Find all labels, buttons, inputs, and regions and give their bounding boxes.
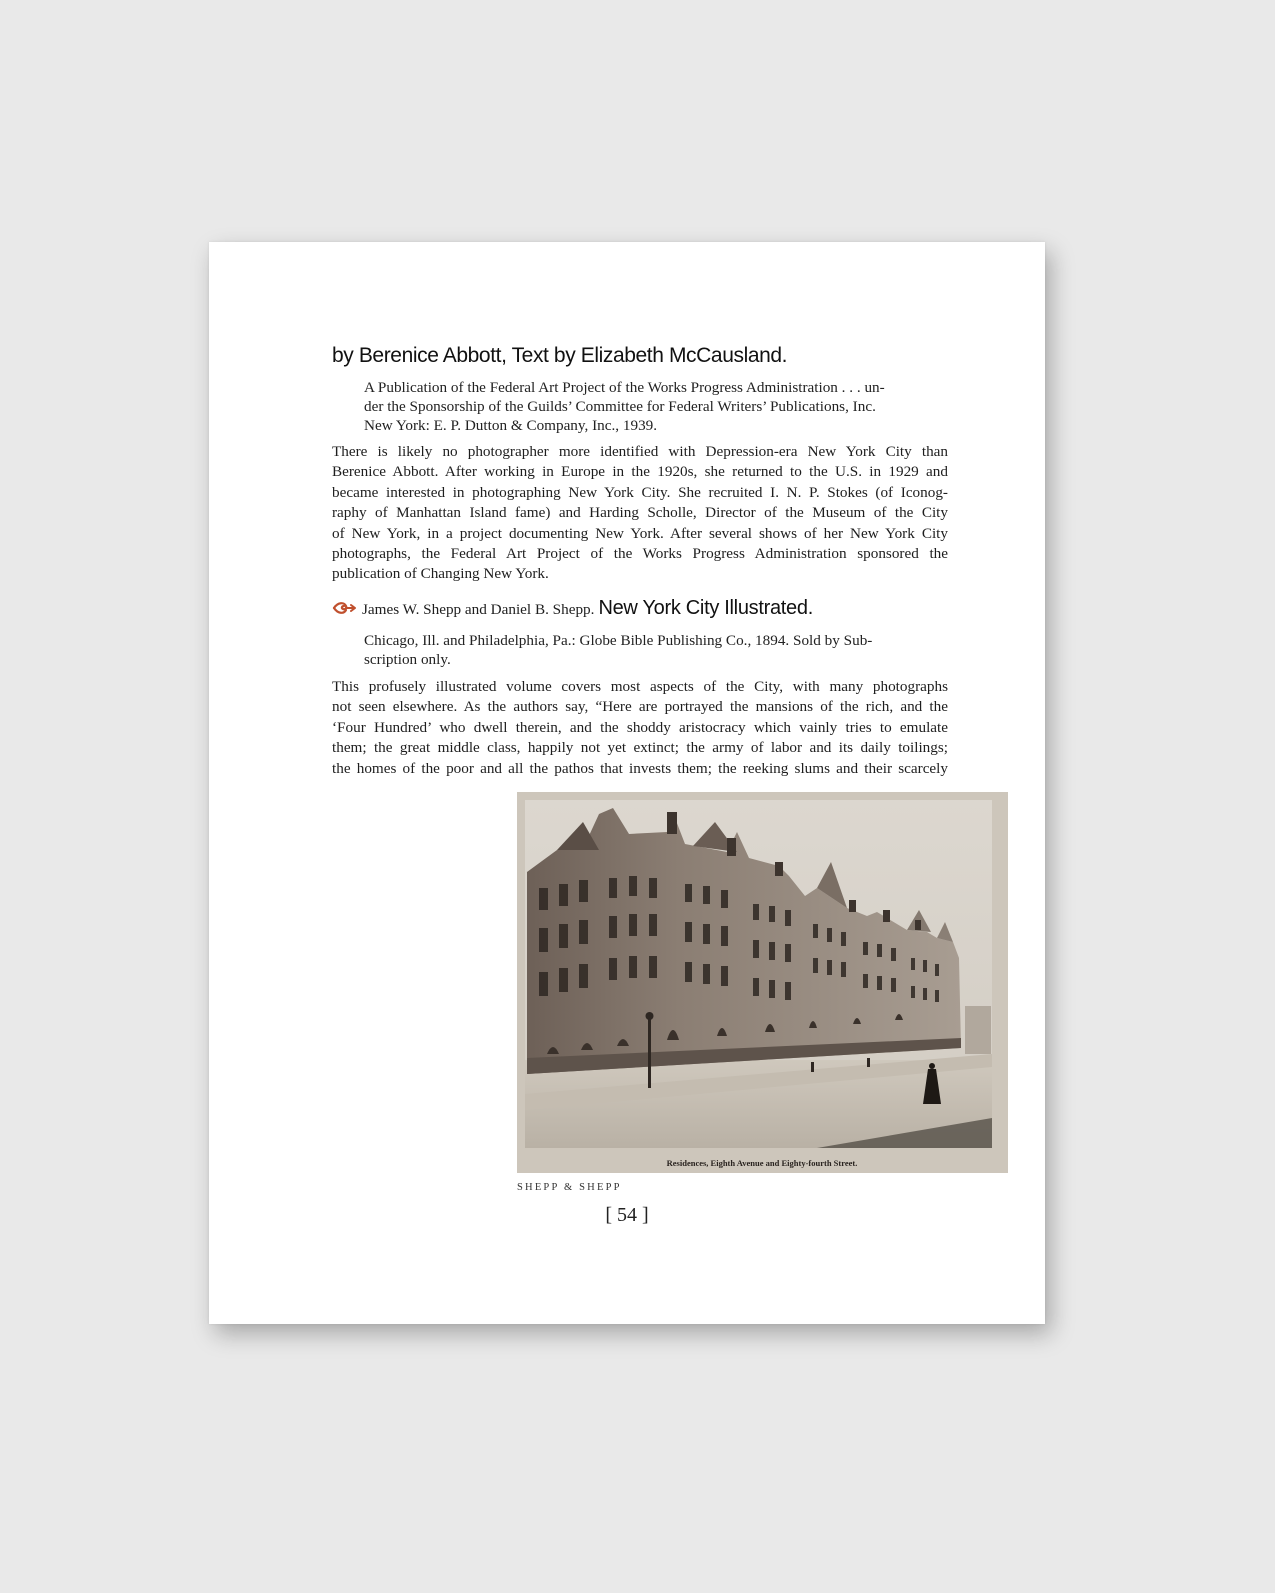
entry-title: New York City Illustrated. bbox=[598, 597, 813, 619]
entry-imprint bbox=[364, 378, 948, 435]
figure-credit: SHEPP & SHEPP bbox=[517, 1182, 622, 1193]
page-number: [ 54 ] bbox=[605, 1204, 649, 1226]
entry-title: by Berenice Abbott, Text by Elizabeth McCausland. bbox=[332, 344, 788, 367]
entry-imprint bbox=[364, 631, 948, 669]
body-line: became interested in photographing New York City. She recruited I. N. P. Stokes (of Iconog- bbox=[332, 483, 948, 501]
imprint-line: Chicago, Ill. and Philadelphia, Pa.: Globe Bible Publishing Co., 1894. Sold by Sub- bbox=[364, 632, 873, 649]
entry-description bbox=[332, 442, 948, 585]
imprint-line: A Publication of the Federal Art Project of the Works Progress Administration . . . un- bbox=[364, 379, 885, 396]
body-line: the homes of the poor and all the pathos that invests them; the reeking slums and their scarcely bbox=[332, 759, 948, 777]
body-line: ‘Four Hundred’ who dwell therein, and the shoddy aristocracy which vainly tries to emulate bbox=[332, 718, 948, 736]
body-line: them; the great middle class, happily not yet extinct; the army of labor and its daily toilings; bbox=[332, 739, 948, 757]
body-line: raphy of Manhattan Island fame) and Harding Scholle, Director of the Museum of the City bbox=[332, 504, 948, 522]
photo-caption: Residences, Eighth Avenue and Eighty-fourth Street. bbox=[666, 1158, 858, 1168]
entry-heading bbox=[332, 597, 948, 620]
body-line: There is likely no photographer more identified with Depression-era New York City than bbox=[332, 443, 948, 460]
body-line: Berenice Abbott. After working in Europe in the 1920s, she returned to the U.S. in 1929 and bbox=[332, 463, 948, 481]
entry-description bbox=[332, 677, 948, 779]
imprint-line: der the Sponsorship of the Guilds’ Committee for Federal Writers’ Publications, Inc. bbox=[364, 398, 876, 415]
body-line: This profusely illustrated volume covers most aspects of the City, with many photographs bbox=[332, 678, 948, 695]
fleuron-icon bbox=[332, 600, 358, 616]
imprint-line: scription only. bbox=[364, 651, 451, 668]
body-line: not seen elsewhere. As the authors say, “Here are portrayed the mansions of the rich, and the bbox=[332, 698, 948, 716]
entry-authors: James W. Shepp and Daniel B. Shepp. bbox=[362, 601, 595, 618]
photograph bbox=[517, 792, 1008, 1173]
book-page bbox=[209, 242, 1045, 1324]
body-line: photographs, the Federal Art Project of the Works Progress Administration sponsored the bbox=[332, 545, 948, 563]
body-line: of New York, in a project documenting New York. After several shows of her New York City bbox=[332, 524, 948, 542]
imprint-line: New York: E. P. Dutton & Company, Inc., 1939. bbox=[364, 417, 658, 434]
body-line: publication of Changing New York. bbox=[332, 565, 549, 583]
